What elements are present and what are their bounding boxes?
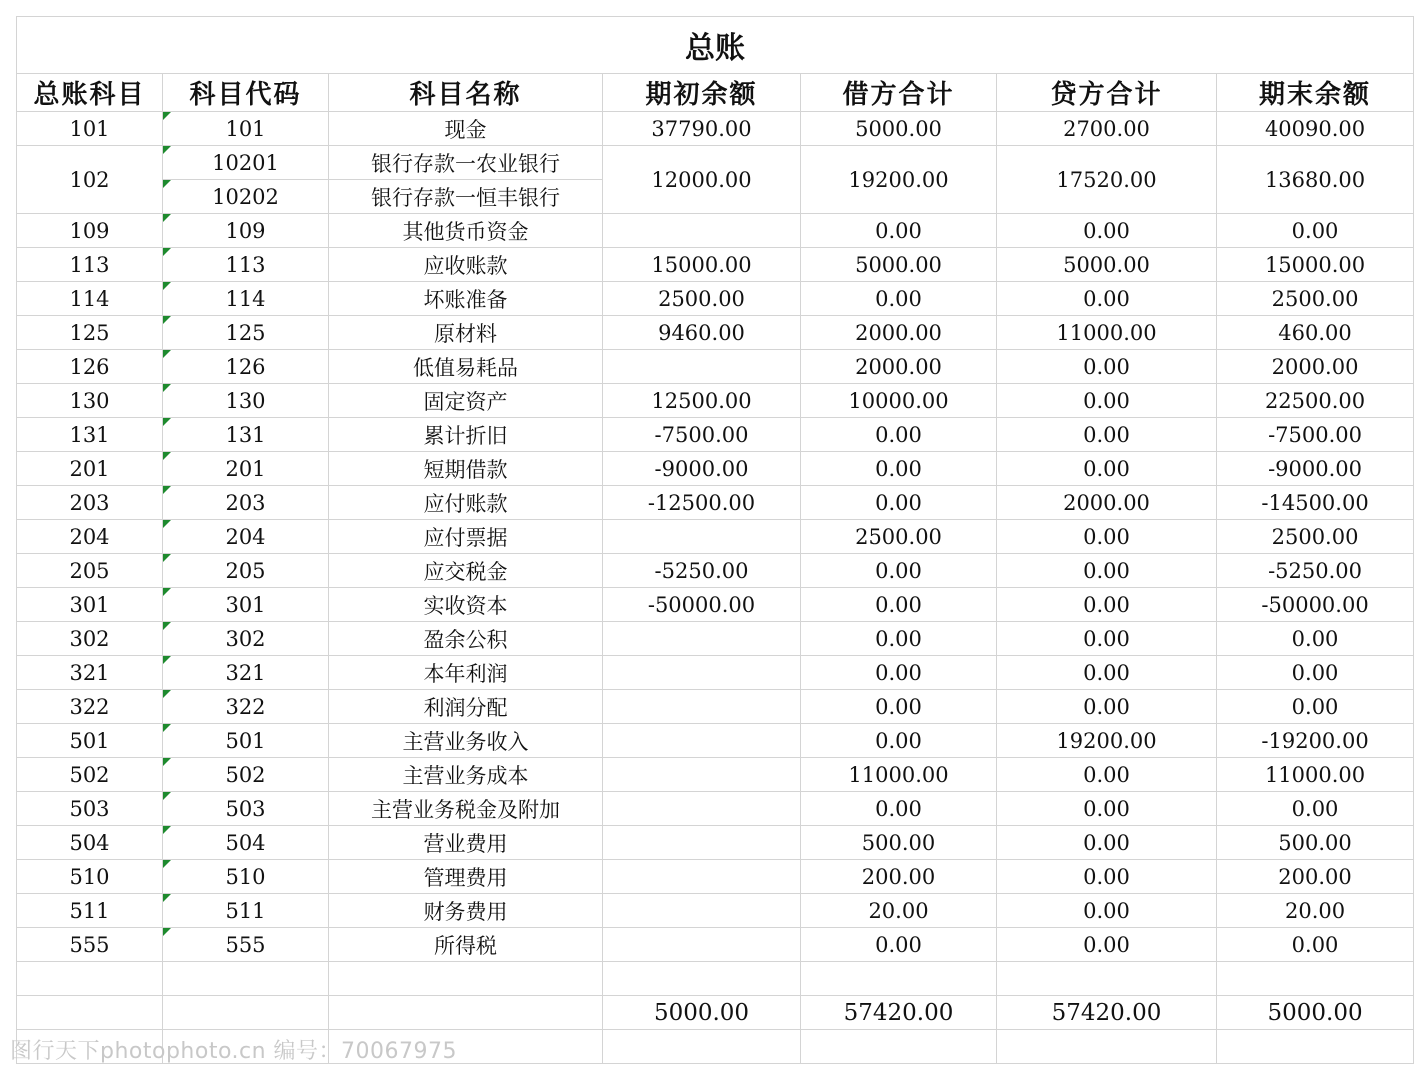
- account-name-cell[interactable]: 主营业务成本: [329, 758, 603, 792]
- account-code-cell[interactable]: 321: [163, 656, 329, 690]
- closing-balance-cell[interactable]: 0.00: [1217, 214, 1414, 248]
- debit-total-cell[interactable]: 0.00: [801, 418, 997, 452]
- account-code-cell[interactable]: 125: [163, 316, 329, 350]
- debit-total-cell[interactable]: 500.00: [801, 826, 997, 860]
- closing-balance-cell[interactable]: 2500.00: [1217, 282, 1414, 316]
- empty-cell[interactable]: [17, 962, 163, 996]
- debit-total-cell[interactable]: 0.00: [801, 724, 997, 758]
- opening-balance-cell[interactable]: [603, 928, 801, 962]
- opening-balance-cell[interactable]: [603, 690, 801, 724]
- ledger-account-cell[interactable]: 301: [17, 588, 163, 622]
- account-name-cell[interactable]: 盈余公积: [329, 622, 603, 656]
- opening-balance-cell[interactable]: [603, 826, 801, 860]
- closing-balance-cell[interactable]: 15000.00: [1217, 248, 1414, 282]
- account-name-cell[interactable]: 营业费用: [329, 826, 603, 860]
- credit-total-cell[interactable]: 0.00: [997, 384, 1217, 418]
- account-name-cell[interactable]: 现金: [329, 112, 603, 146]
- table-row: [17, 520, 1414, 554]
- closing-balance-cell[interactable]: -7500.00: [1217, 418, 1414, 452]
- account-code-cell[interactable]: 322: [163, 690, 329, 724]
- debit-total-cell[interactable]: 0.00: [801, 452, 997, 486]
- account-name-cell[interactable]: 利润分配: [329, 690, 603, 724]
- header-closing-balance[interactable]: 期末余额: [1217, 74, 1414, 112]
- totals-row: [17, 996, 1414, 1030]
- table-row: [17, 860, 1414, 894]
- total-debit-cell[interactable]: 57420.00: [801, 996, 997, 1030]
- account-name-cell[interactable]: 主营业务收入: [329, 724, 603, 758]
- opening-balance-cell[interactable]: -12500.00: [603, 486, 801, 520]
- credit-total-cell[interactable]: 0.00: [997, 350, 1217, 384]
- account-name-cell[interactable]: 应付票据: [329, 520, 603, 554]
- closing-balance-cell[interactable]: 0.00: [1217, 690, 1414, 724]
- total-opening-cell[interactable]: 5000.00: [603, 996, 801, 1030]
- credit-total-cell[interactable]: 0.00: [997, 826, 1217, 860]
- ledger-account-cell[interactable]: 511: [17, 894, 163, 928]
- table-row: [17, 826, 1414, 860]
- debit-total-cell[interactable]: 2000.00: [801, 350, 997, 384]
- credit-total-cell[interactable]: 0.00: [997, 860, 1217, 894]
- credit-total-cell[interactable]: 0.00: [997, 418, 1217, 452]
- debit-total-cell[interactable]: 0.00: [801, 588, 997, 622]
- debit-total-cell[interactable]: 20.00: [801, 894, 997, 928]
- closing-balance-cell[interactable]: -50000.00: [1217, 588, 1414, 622]
- debit-total-cell[interactable]: 5000.00: [801, 112, 997, 146]
- debit-total-cell[interactable]: 0.00: [801, 656, 997, 690]
- ledger-account-cell[interactable]: 555: [17, 928, 163, 962]
- opening-balance-cell[interactable]: [603, 894, 801, 928]
- account-name-cell[interactable]: 应交税金: [329, 554, 603, 588]
- account-code-cell[interactable]: 10201: [163, 146, 329, 180]
- credit-total-cell[interactable]: 0.00: [997, 282, 1217, 316]
- closing-balance-cell[interactable]: 2500.00: [1217, 520, 1414, 554]
- account-code-cell[interactable]: 203: [163, 486, 329, 520]
- opening-balance-cell[interactable]: 12000.00: [603, 146, 801, 214]
- debit-total-cell[interactable]: 10000.00: [801, 384, 997, 418]
- ledger-account-cell[interactable]: 302: [17, 622, 163, 656]
- account-name-cell[interactable]: 管理费用: [329, 860, 603, 894]
- header-ledger-account[interactable]: 总账科目: [17, 74, 163, 112]
- total-credit-cell[interactable]: 57420.00: [997, 996, 1217, 1030]
- table-row: [17, 894, 1414, 928]
- table-row: [17, 418, 1414, 452]
- table-row: [17, 146, 1414, 180]
- opening-balance-cell[interactable]: 37790.00: [603, 112, 801, 146]
- debit-total-cell[interactable]: 0.00: [801, 554, 997, 588]
- ledger-account-cell[interactable]: 114: [17, 282, 163, 316]
- header-opening-balance[interactable]: 期初余额: [603, 74, 801, 112]
- closing-balance-cell[interactable]: 0.00: [1217, 792, 1414, 826]
- empty-cell[interactable]: [997, 962, 1217, 996]
- ledger-account-cell[interactable]: 321: [17, 656, 163, 690]
- opening-balance-cell[interactable]: [603, 758, 801, 792]
- account-name-cell[interactable]: 主营业务税金及附加: [329, 792, 603, 826]
- account-code-cell[interactable]: 502: [163, 758, 329, 792]
- closing-balance-cell[interactable]: 0.00: [1217, 656, 1414, 690]
- header-account-code[interactable]: 科目代码: [163, 74, 329, 112]
- credit-total-cell[interactable]: 0.00: [997, 690, 1217, 724]
- account-name-cell[interactable]: 应付账款: [329, 486, 603, 520]
- opening-balance-cell[interactable]: 15000.00: [603, 248, 801, 282]
- credit-total-cell[interactable]: 2000.00: [997, 486, 1217, 520]
- credit-total-cell[interactable]: 5000.00: [997, 248, 1217, 282]
- account-code-cell[interactable]: 504: [163, 826, 329, 860]
- account-code-cell[interactable]: 130: [163, 384, 329, 418]
- header-debit-total[interactable]: 借方合计: [801, 74, 997, 112]
- header-row: [17, 74, 1414, 112]
- account-code-cell[interactable]: 511: [163, 894, 329, 928]
- table-row: [17, 316, 1414, 350]
- empty-cell[interactable]: [801, 962, 997, 996]
- account-name-cell[interactable]: 银行存款一恒丰银行: [329, 180, 603, 214]
- account-name-cell[interactable]: 实收资本: [329, 588, 603, 622]
- opening-balance-cell[interactable]: 2500.00: [603, 282, 801, 316]
- account-code-cell[interactable]: 109: [163, 214, 329, 248]
- account-name-cell[interactable]: 其他货币资金: [329, 214, 603, 248]
- table-row: [17, 452, 1414, 486]
- credit-total-cell[interactable]: 2700.00: [997, 112, 1217, 146]
- empty-cell[interactable]: [603, 1030, 801, 1064]
- opening-balance-cell[interactable]: [603, 724, 801, 758]
- ledger-account-cell[interactable]: 125: [17, 316, 163, 350]
- account-name-cell[interactable]: 短期借款: [329, 452, 603, 486]
- debit-total-cell[interactable]: 2000.00: [801, 316, 997, 350]
- closing-balance-cell[interactable]: -5250.00: [1217, 554, 1414, 588]
- ledger-account-cell[interactable]: 126: [17, 350, 163, 384]
- ledger-account-cell[interactable]: 201: [17, 452, 163, 486]
- opening-balance-cell[interactable]: [603, 622, 801, 656]
- closing-balance-cell[interactable]: -14500.00: [1217, 486, 1414, 520]
- account-code-cell[interactable]: 126: [163, 350, 329, 384]
- ledger-account-cell[interactable]: 503: [17, 792, 163, 826]
- table-row: [17, 112, 1414, 146]
- credit-total-cell[interactable]: 0.00: [997, 588, 1217, 622]
- account-name-cell[interactable]: 原材料: [329, 316, 603, 350]
- opening-balance-cell[interactable]: -5250.00: [603, 554, 801, 588]
- ledger-account-cell[interactable]: 501: [17, 724, 163, 758]
- closing-balance-cell[interactable]: 500.00: [1217, 826, 1414, 860]
- ledger-account-cell[interactable]: 102: [17, 146, 163, 214]
- debit-total-cell[interactable]: 200.00: [801, 860, 997, 894]
- ledger-account-cell[interactable]: 204: [17, 520, 163, 554]
- opening-balance-cell[interactable]: [603, 656, 801, 690]
- debit-total-cell[interactable]: 2500.00: [801, 520, 997, 554]
- account-name-cell[interactable]: 低值易耗品: [329, 350, 603, 384]
- closing-balance-cell[interactable]: 11000.00: [1217, 758, 1414, 792]
- account-code-cell[interactable]: 204: [163, 520, 329, 554]
- debit-total-cell[interactable]: 0.00: [801, 690, 997, 724]
- closing-balance-cell[interactable]: 20.00: [1217, 894, 1414, 928]
- closing-balance-cell[interactable]: 22500.00: [1217, 384, 1414, 418]
- empty-cell[interactable]: [603, 962, 801, 996]
- account-code-cell[interactable]: 302: [163, 622, 329, 656]
- account-code-cell[interactable]: 114: [163, 282, 329, 316]
- table-row: [17, 554, 1414, 588]
- table-row: [17, 486, 1414, 520]
- closing-balance-cell[interactable]: 0.00: [1217, 928, 1414, 962]
- blank-row: [17, 962, 1414, 996]
- table-row: [17, 758, 1414, 792]
- header-account-name[interactable]: 科目名称: [329, 74, 603, 112]
- opening-balance-cell[interactable]: [603, 520, 801, 554]
- closing-balance-cell[interactable]: 0.00: [1217, 622, 1414, 656]
- opening-balance-cell[interactable]: 9460.00: [603, 316, 801, 350]
- credit-total-cell[interactable]: 0.00: [997, 520, 1217, 554]
- table-row: [17, 588, 1414, 622]
- account-code-cell[interactable]: 503: [163, 792, 329, 826]
- ledger-account-cell[interactable]: 203: [17, 486, 163, 520]
- debit-total-cell[interactable]: 11000.00: [801, 758, 997, 792]
- empty-cell[interactable]: [17, 996, 163, 1030]
- empty-cell[interactable]: [1217, 962, 1414, 996]
- table-row: [17, 350, 1414, 384]
- opening-balance-cell[interactable]: [603, 214, 801, 248]
- account-code-cell[interactable]: 10202: [163, 180, 329, 214]
- credit-total-cell[interactable]: 0.00: [997, 758, 1217, 792]
- closing-balance-cell[interactable]: -19200.00: [1217, 724, 1414, 758]
- watermark-text: 图行天下photophoto.cn 编号：70067975: [10, 1039, 458, 1064]
- empty-cell[interactable]: [1217, 1030, 1414, 1064]
- credit-total-cell[interactable]: 0.00: [997, 928, 1217, 962]
- account-code-cell[interactable]: 101: [163, 112, 329, 146]
- credit-total-cell[interactable]: 11000.00: [997, 316, 1217, 350]
- table-row: [17, 384, 1414, 418]
- account-code-cell[interactable]: 131: [163, 418, 329, 452]
- account-code-cell[interactable]: 555: [163, 928, 329, 962]
- ledger-account-cell[interactable]: 504: [17, 826, 163, 860]
- credit-total-cell[interactable]: 0.00: [997, 894, 1217, 928]
- sheet-title[interactable]: 总账: [17, 17, 1414, 74]
- empty-cell[interactable]: [163, 962, 329, 996]
- empty-cell[interactable]: [163, 996, 329, 1030]
- ledger-account-cell[interactable]: 130: [17, 384, 163, 418]
- account-code-cell[interactable]: 301: [163, 588, 329, 622]
- closing-balance-cell[interactable]: -9000.00: [1217, 452, 1414, 486]
- closing-balance-cell[interactable]: 13680.00: [1217, 146, 1414, 214]
- ledger-account-cell[interactable]: 322: [17, 690, 163, 724]
- opening-balance-cell[interactable]: -7500.00: [603, 418, 801, 452]
- general-ledger-sheet: [16, 16, 1414, 1064]
- ledger-account-cell[interactable]: 101: [17, 112, 163, 146]
- debit-total-cell[interactable]: 0.00: [801, 622, 997, 656]
- header-credit-total[interactable]: 贷方合计: [997, 74, 1217, 112]
- closing-balance-cell[interactable]: 40090.00: [1217, 112, 1414, 146]
- table-row: [17, 928, 1414, 962]
- table-row: [17, 724, 1414, 758]
- closing-balance-cell[interactable]: 460.00: [1217, 316, 1414, 350]
- account-code-cell[interactable]: 205: [163, 554, 329, 588]
- account-code-cell[interactable]: 201: [163, 452, 329, 486]
- ledger-account-cell[interactable]: 502: [17, 758, 163, 792]
- table-row: [17, 214, 1414, 248]
- debit-total-cell[interactable]: 0.00: [801, 486, 997, 520]
- account-name-cell[interactable]: 应收账款: [329, 248, 603, 282]
- ledger-account-cell[interactable]: 109: [17, 214, 163, 248]
- account-name-cell[interactable]: 所得税: [329, 928, 603, 962]
- closing-balance-cell[interactable]: 200.00: [1217, 860, 1414, 894]
- credit-total-cell[interactable]: 0.00: [997, 452, 1217, 486]
- account-code-cell[interactable]: 510: [163, 860, 329, 894]
- empty-cell[interactable]: [329, 996, 603, 1030]
- account-code-cell[interactable]: 113: [163, 248, 329, 282]
- credit-total-cell[interactable]: 19200.00: [997, 724, 1217, 758]
- debit-total-cell[interactable]: 0.00: [801, 214, 997, 248]
- credit-total-cell[interactable]: 0.00: [997, 554, 1217, 588]
- account-name-cell[interactable]: 固定资产: [329, 384, 603, 418]
- account-code-cell[interactable]: 501: [163, 724, 329, 758]
- account-name-cell[interactable]: 坏账准备: [329, 282, 603, 316]
- credit-total-cell[interactable]: 0.00: [997, 656, 1217, 690]
- credit-total-cell[interactable]: 17520.00: [997, 146, 1217, 214]
- ledger-account-cell[interactable]: 510: [17, 860, 163, 894]
- debit-total-cell[interactable]: 0.00: [801, 928, 997, 962]
- credit-total-cell[interactable]: 0.00: [997, 214, 1217, 248]
- table-row: [17, 656, 1414, 690]
- debit-total-cell[interactable]: 0.00: [801, 792, 997, 826]
- account-name-cell[interactable]: 本年利润: [329, 656, 603, 690]
- opening-balance-cell[interactable]: [603, 860, 801, 894]
- ledger-account-cell[interactable]: 131: [17, 418, 163, 452]
- table-row: [17, 248, 1414, 282]
- total-closing-cell[interactable]: 5000.00: [1217, 996, 1414, 1030]
- account-name-cell[interactable]: 财务费用: [329, 894, 603, 928]
- debit-total-cell[interactable]: 5000.00: [801, 248, 997, 282]
- closing-balance-cell[interactable]: 2000.00: [1217, 350, 1414, 384]
- ledger-account-cell[interactable]: 205: [17, 554, 163, 588]
- table-row: [17, 690, 1414, 724]
- opening-balance-cell[interactable]: 12500.00: [603, 384, 801, 418]
- credit-total-cell[interactable]: 0.00: [997, 622, 1217, 656]
- account-name-cell[interactable]: 累计折旧: [329, 418, 603, 452]
- opening-balance-cell[interactable]: -50000.00: [603, 588, 801, 622]
- opening-balance-cell[interactable]: -9000.00: [603, 452, 801, 486]
- opening-balance-cell[interactable]: [603, 792, 801, 826]
- ledger-account-cell[interactable]: 113: [17, 248, 163, 282]
- credit-total-cell[interactable]: 0.00: [997, 792, 1217, 826]
- empty-cell[interactable]: [329, 962, 603, 996]
- table-row: [17, 622, 1414, 656]
- debit-total-cell[interactable]: 19200.00: [801, 146, 997, 214]
- empty-cell[interactable]: [997, 1030, 1217, 1064]
- table-row: [17, 792, 1414, 826]
- debit-total-cell[interactable]: 0.00: [801, 282, 997, 316]
- account-name-cell[interactable]: 银行存款一农业银行: [329, 146, 603, 180]
- empty-cell[interactable]: [801, 1030, 997, 1064]
- table-row: [17, 282, 1414, 316]
- opening-balance-cell[interactable]: [603, 350, 801, 384]
